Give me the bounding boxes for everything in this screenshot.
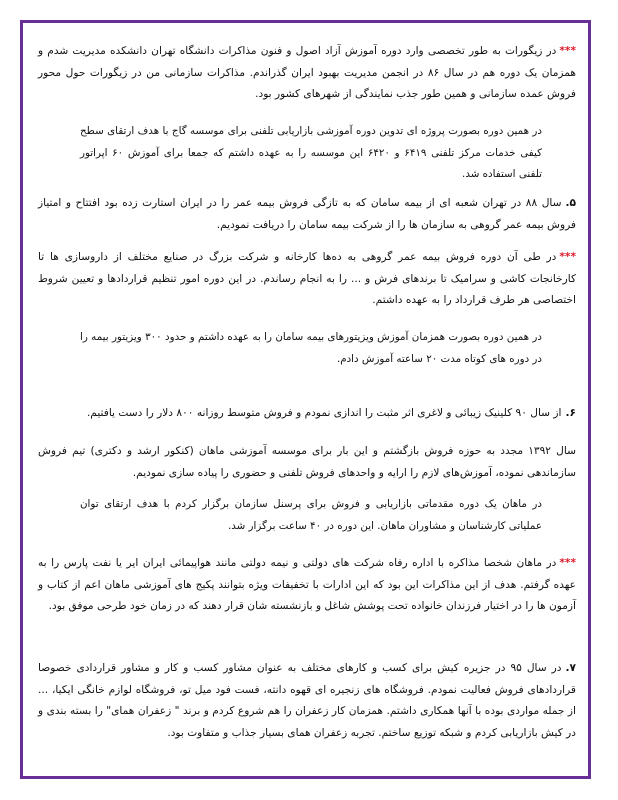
paragraph-text: سال ۸۸ در تهران شعبه ای از بیمه سامان که به تازگی فروش بیمه عمر را در ایران استارت زده بود افتتاح و امتیاز فروش بیمه عمر گروهی به سازمان ها را از شرکت بیمه سامان را دریافت نمودیم. [38, 197, 576, 231]
paragraph-text: در همین دوره بصورت همزمان آموزش ویزیتورهای بیمه سامان را به عهده داشتم و حدود ۳۰۰ ویزیتور بیمه را در دوره های کوتاه مدت ۲۰ ساعته آموزش دادم. [80, 331, 542, 365]
paragraph-mahan-sales [38, 441, 576, 484]
paragraph-kish-consulting [38, 658, 576, 744]
paragraph-text: در سال ۹۵ در جزیره کیش برای کسب و کارهای مختلف به عنوان مشاور کسب و کار و مشاور قراردادی خصوصا قراردادهای فروش فعالیت نمودم. فروشگاه های زنجیره ای قهوه دانته، فست فود میل تو، فروشگاه لوازم خانگی ایکیا، ... از جمله مواردی بوده با آنها همکاری داشتم. همزمان کار زعفران را هم شروع کردم و برند " زعفران همای" را بسته بندی و در کیش بازاریابی کردم و شبکه توزیع ساختم. تجربه زعفران همای بسیار جذاب و متفاوت بود. [38, 662, 576, 739]
paragraph-text: از سال ۹۰ کلینیک زیبائی و لاغری اثر مثبت را اندازی نمودم و فروش متوسط روزانه ۸۰۰ دلار را دست یافتیم. [86, 407, 562, 419]
paragraph-mahan-negotiations [38, 553, 576, 618]
stars-marker: *** [559, 251, 576, 263]
paragraph-text: در ماهان شخصا مذاکره با اداره رفاه شرکت های دولتی و نیمه دولتی مانند هواپیمائی ایران ایر یا نفت پارس را به عهده گرفتم. هدف از این مذاکرات این بود که این ادارات با تخفیفات ویژه بتوانند پکیج های آموزشی ماهان اعم از کتاب و آزمون ها را در اختیار فرزندان خانواده تحت پوشش شاغل و بازنشسته شان قرار دهند که در زمان خود طرحی موفق بود. [38, 557, 576, 612]
item-number: ۷. [565, 662, 576, 674]
paragraph-text: سال ۱۳۹۲ مجدد به حوزه فروش بازگشتم و این بار برای موسسه آموزشی ماهان (کنکور ارشد و دکتری) تیم فروش سازماندهی نموده، آموزش‌های لازم را ارایه و واحدهای فروش تلفنی و حضوری را پیاده سازی نمودیم. [38, 445, 576, 479]
stars-marker: *** [559, 45, 576, 57]
paragraph-mahan-course [80, 494, 542, 537]
paragraph-group-life-sales [38, 247, 576, 312]
paragraph-visitor-training [80, 327, 542, 370]
stars-marker: *** [559, 557, 576, 569]
paragraph-text: در زیگورات به طور تخصصی وارد دوره آموزش آزاد اصول و فنون مذاکرات دانشگاه تهران دانشکده مدیریت شدم و همزمان یک دوره هم در سال ۸۶ در انجمن مدیریت بهبود ایران گذراندم. مذاکرات سازمانی من در زیگورات حول محور فروش عمده سازمانی و همین طور جذب نمایندگی از شهرهای کشور بود. [38, 45, 576, 100]
item-number: ۵. [565, 197, 576, 209]
paragraph-beauty-clinic [38, 403, 576, 425]
paragraph-saman-insurance [38, 193, 576, 236]
paragraph-text: در طی آن دوره فروش بیمه عمر گروهی به ده‌ها کارخانه و شرکت بزرگ در صنایع مختلف از داروسازی ها تا کارخانجات کاشی و سرامیک تا برندهای فرش و ... را به انجام رساندم. در این دوره امور تنظیم قراردادها و تعیین شروط اختصاصی هر طرف قرارداد را به عهده داشتم. [38, 251, 576, 306]
paragraph-text: در همین دوره بصورت پروژه ای تدوین دوره آموزشی بازاریابی تلفنی برای موسسه گاج با هدف ارتقای سطح کیفی خدمات مرکز تلفنی ۶۴۱۹ و ۶۴۲۰ این موسسه را به عهده داشتم که جمعا برای آموزش ۶۰ اپراتور تلفنی استفاده شد. [80, 125, 542, 180]
paragraph-ziggurat-negotiations [38, 41, 576, 106]
paragraph-gaj-training [80, 121, 542, 186]
paragraph-text: در ماهان یک دوره مقدماتی بازاریابی و فروش برای پرسنل سازمان برگزار کردم با هدف ارتقای توان عملیاتی کارشناسان و مشاوران ماهان. این دوره در ۴۰ ساعت برگزار شد. [80, 498, 542, 532]
item-number: ۶. [565, 407, 576, 419]
